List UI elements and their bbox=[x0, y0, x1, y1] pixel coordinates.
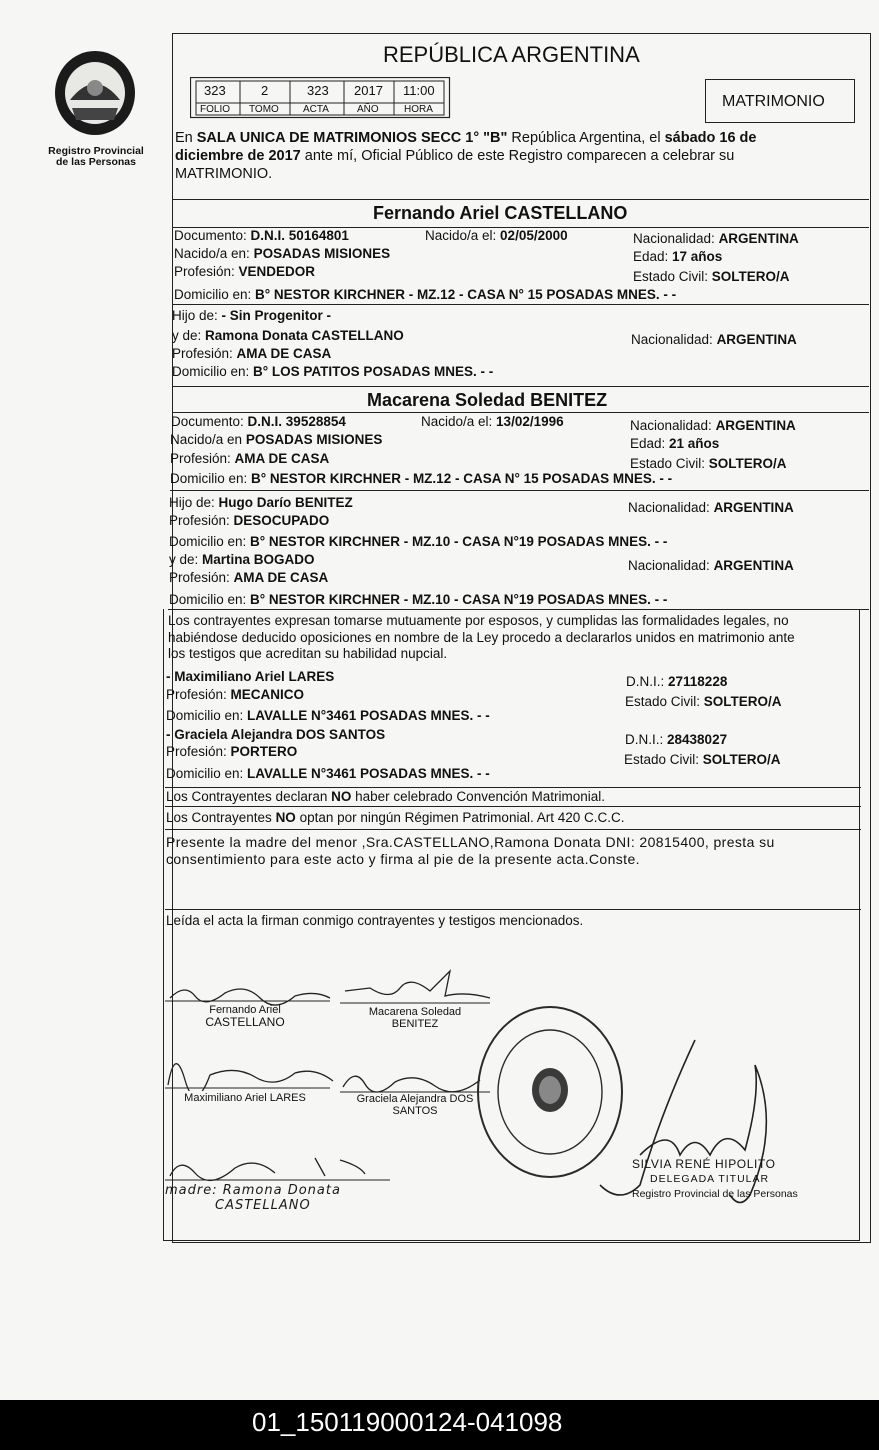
witness-1-signature bbox=[165, 1045, 335, 1096]
bride-father-profession: Profesión: DESOCUPADO bbox=[169, 513, 330, 528]
folio-value: 323 bbox=[204, 83, 226, 98]
groom-civil-status: Estado Civil: SOLTERO/A bbox=[633, 269, 790, 284]
official-org: Registro Provincial de las Personas bbox=[632, 1188, 798, 1200]
hour-label: HORA bbox=[404, 104, 433, 115]
regime-note: Los Contrayentes NO optan por ningún Régimen Patrimonial. Art 420 C.C.C. bbox=[166, 810, 625, 825]
bride-address: Domicilio en: B° NESTOR KIRCHNER - MZ.12 - CASA N° 15 POSADAS MNES. - - bbox=[170, 471, 673, 486]
groom-age: Edad: 17 años bbox=[633, 249, 723, 264]
groom-name: Fernando Ariel CASTELLANO bbox=[373, 203, 628, 223]
mother-handwritten-name: madre: Ramona Donata CASTELLANO bbox=[165, 1183, 341, 1213]
groom-birthplace: Nacido/a en: POSADAS MISIONES bbox=[174, 246, 391, 261]
registry-caption: Registro Provincial de las Personas bbox=[48, 145, 144, 168]
witness-1-name: - Maximiliano Ariel LARES bbox=[166, 669, 335, 684]
bride-mother-nationality: Nacionalidad: ARGENTINA bbox=[628, 558, 794, 573]
hour-value: 11:00 bbox=[403, 83, 435, 98]
witness-2-profession: Profesión: PORTERO bbox=[166, 744, 298, 759]
witness-2-civil-status: Estado Civil: SOLTERO/A bbox=[624, 752, 781, 767]
tomo-label: TOMO bbox=[249, 104, 279, 115]
groom-mother-address: Domicilio en: B° LOS PATITOS POSADAS MNES. - - bbox=[172, 364, 494, 379]
bride-birthplace: Nacido/a en POSADAS MISIONES bbox=[170, 432, 383, 447]
year-label: AÑO bbox=[357, 104, 379, 115]
groom-profession: Profesión: VENDEDOR bbox=[174, 264, 316, 279]
intro-line-2: diciembre de 2017 ante mí, Oficial Público de este Registro comparecen a celebrar su bbox=[175, 148, 735, 164]
bride-signature-label: Macarena Soledad BENITEZ bbox=[368, 1006, 462, 1030]
groom-document: Documento: D.N.I. 50164801 bbox=[174, 228, 349, 243]
witness-1-civil-status: Estado Civil: SOLTERO/A bbox=[625, 694, 782, 709]
groom-mother-profession: Profesión: AMA DE CASA bbox=[172, 346, 332, 361]
consent-line-2: consentimiento para este acto y firma al pie de la presente acta.Conste. bbox=[166, 851, 640, 867]
bride-name: Macarena Soledad BENITEZ bbox=[367, 390, 608, 410]
closing-statement: Leída el acta la firman conmigo contrayentes y testigos mencionados. bbox=[166, 913, 584, 928]
official-name: SILVIA RENÉ HIPOLITO bbox=[632, 1157, 776, 1171]
bride-father: Hijo de: Hugo Darío BENITEZ bbox=[169, 495, 353, 510]
declaration-line-3: los testigos que acreditan su habilidad nupcial. bbox=[168, 646, 448, 661]
declaration-line-1: Los contrayentes expresan tomarse mutuamente por esposos, y cumplidas las formalidades legales, no bbox=[168, 613, 789, 628]
groom-signature-label: Fernando Ariel CASTELLANO bbox=[205, 1004, 285, 1029]
groom-address: Domicilio en: B° NESTOR KIRCHNER - MZ.12 - CASA N° 15 POSADAS MNES. - - bbox=[174, 287, 677, 302]
witness-1-profession: Profesión: MECANICO bbox=[166, 687, 305, 702]
act-type: MATRIMONIO bbox=[722, 93, 825, 110]
intro-line-1: En SALA UNICA DE MATRIMONIOS SECC 1° "B" República Argentina, el sábado 16 de bbox=[175, 130, 757, 146]
intro-line-3: MATRIMONIO. bbox=[175, 166, 273, 182]
official-role: DELEGADA TITULAR bbox=[650, 1173, 770, 1185]
convention-note: Los Contrayentes declaran NO haber celebrado Convención Matrimonial. bbox=[166, 789, 605, 804]
country-title: REPÚBLICA ARGENTINA bbox=[383, 42, 640, 67]
bride-father-nationality: Nacionalidad: ARGENTINA bbox=[628, 500, 794, 515]
groom-nationality: Nacionalidad: ARGENTINA bbox=[633, 231, 799, 246]
bride-document: Documento: D.N.I. 39528854 bbox=[171, 414, 346, 429]
witness-1-signature-label: Maximiliano Ariel LARES bbox=[184, 1092, 306, 1104]
groom-dob: Nacido/a el: 02/05/2000 bbox=[425, 228, 568, 243]
bride-mother: y de: Martina BOGADO bbox=[169, 552, 315, 567]
tomo-value: 2 bbox=[261, 83, 269, 98]
witness-1-dni: D.N.I.: 27118228 bbox=[626, 674, 728, 689]
bride-profession: Profesión: AMA DE CASA bbox=[170, 451, 330, 466]
witness-2-dni: D.N.I.: 28438027 bbox=[625, 732, 728, 747]
groom-father: Hijo de: - Sin Progenitor - bbox=[172, 308, 332, 323]
acta-label: ACTA bbox=[303, 104, 329, 115]
witness-2-signature-label: Graciela Alejandra DOS SANTOS bbox=[356, 1093, 474, 1117]
year-value: 2017 bbox=[354, 83, 383, 98]
bride-father-address: Domicilio en: B° NESTOR KIRCHNER - MZ.10 - CASA N°19 POSADAS MNES. - - bbox=[169, 534, 668, 549]
bride-mother-address: Domicilio en: B° NESTOR KIRCHNER - MZ.10 - CASA N°19 POSADAS MNES. - - bbox=[169, 592, 668, 607]
bride-age: Edad: 21 años bbox=[630, 436, 720, 451]
bride-civil-status: Estado Civil: SOLTERO/A bbox=[630, 456, 787, 471]
consent-line-1: Presente la madre del menor ,Sra.CASTELLANO,Ramona Donata DNI: 20815400, presta su bbox=[166, 834, 775, 850]
bride-mother-profession: Profesión: AMA DE CASA bbox=[169, 570, 329, 585]
declaration-line-2: habiéndose deducido oposiciones en nombre de la Ley procedo a declararlos unidos en matrimonio ante bbox=[168, 630, 795, 645]
bride-dob: Nacido/a el: 13/02/1996 bbox=[421, 414, 564, 429]
document-code: 01_150119000124-041098 bbox=[252, 1407, 563, 1437]
bride-nationality: Nacionalidad: ARGENTINA bbox=[630, 418, 796, 433]
folio-label: FOLIO bbox=[200, 104, 231, 115]
witness-2-name: - Graciela Alejandra DOS SANTOS bbox=[166, 727, 386, 742]
groom-mother-nationality: Nacionalidad: ARGENTINA bbox=[631, 332, 797, 347]
groom-mother: y de: Ramona Donata CASTELLANO bbox=[172, 328, 404, 343]
witness-2-address: Domicilio en: LAVALLE N°3461 POSADAS MNES. - - bbox=[166, 766, 490, 781]
registry-logo bbox=[50, 48, 140, 140]
acta-value: 323 bbox=[307, 83, 329, 98]
witness-1-address: Domicilio en: LAVALLE N°3461 POSADAS MNES. - - bbox=[166, 708, 490, 723]
